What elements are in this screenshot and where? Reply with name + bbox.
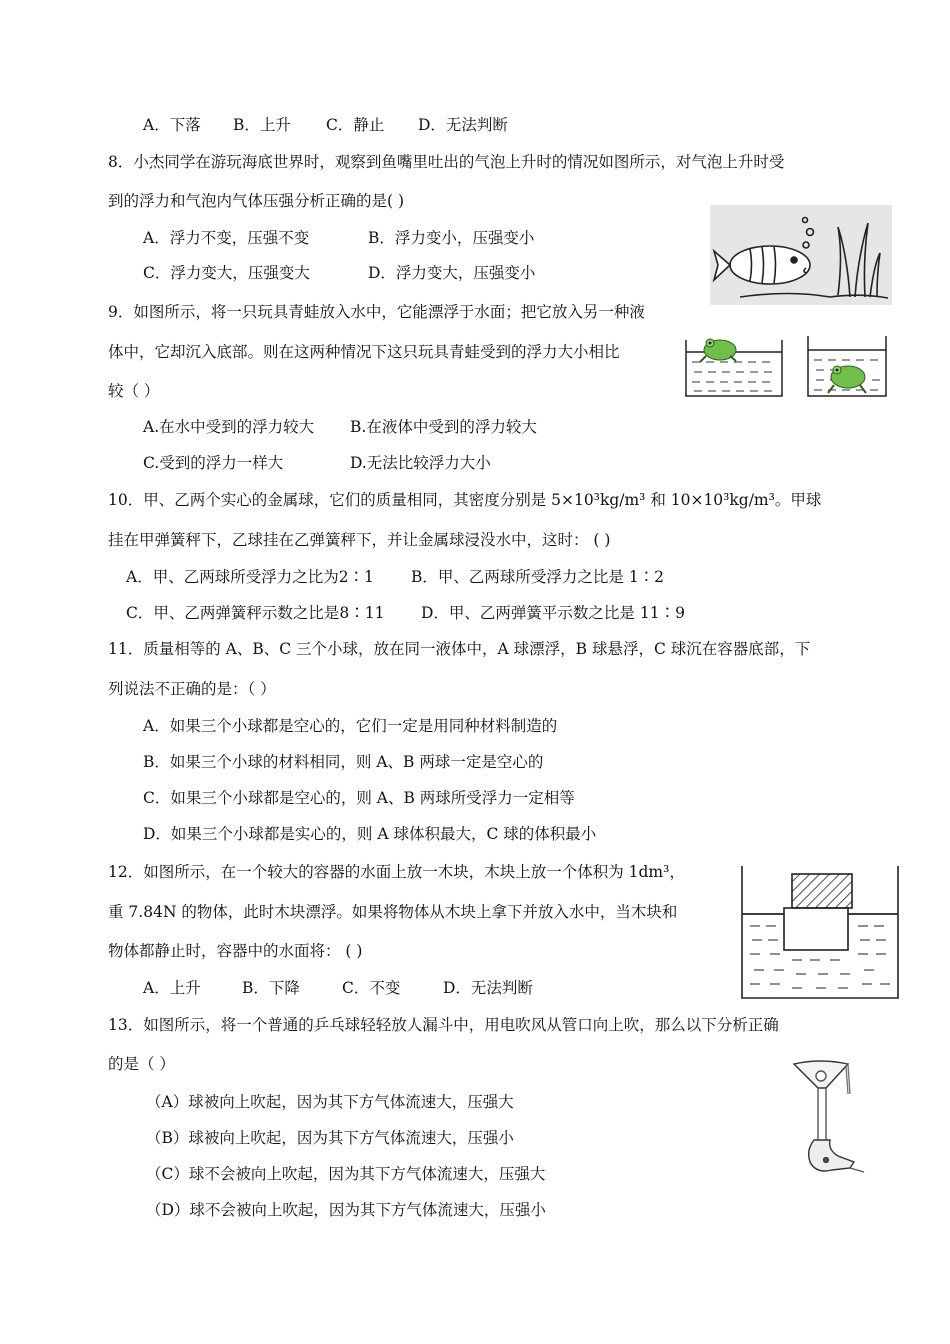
- q12-stem-line1: 12．如图所示，在一个较大的容器的水面上放一木块，木块上放一个体积为 1dm³，: [108, 863, 685, 881]
- q9-option-a: A.在水中受到的浮力较大: [143, 418, 315, 436]
- q8-option-a: A．浮力不变，压强不变: [143, 229, 310, 247]
- q12-option-a: A．上升: [143, 979, 201, 997]
- q13-option-a: （A）球被向上吹起，因为其下方气体流速大，压强大: [146, 1093, 514, 1111]
- frog-containers-figure: [682, 330, 904, 398]
- q11-option-c: C．如果三个小球都是空心的，则 A、B 两球所受浮力一定相等: [143, 789, 575, 807]
- q12-option-c: C．不变: [342, 979, 401, 997]
- q7-option-c: C．静止: [326, 116, 385, 134]
- q11-stem-line1: 11．质量相等的 A、B、C 三个小球，放在同一液体中，A 球漂浮，B 球悬浮，C 球沉在容器底部，下: [108, 640, 811, 658]
- q11-option-a: A．如果三个小球都是空心的，它们一定是用同种材料制造的: [143, 717, 558, 735]
- q12-option-d: D．无法判断: [443, 979, 533, 997]
- q9-option-c: C.受到的浮力一样大: [143, 454, 284, 472]
- q11-stem-line2: 列说法不正确的是：（ ）: [108, 680, 276, 698]
- q10-option-b: B．甲、乙两球所受浮力之比是 1∶2: [411, 568, 665, 586]
- q12-stem-line3: 物体都静止时，容器中的水面将： ( ): [108, 942, 363, 960]
- q8-option-c: C．浮力变大，压强变大: [143, 264, 310, 282]
- q12-option-b: B．下降: [242, 979, 300, 997]
- sunk-frog-icon: [828, 366, 866, 393]
- q8-option-d: D．浮力变大，压强变小: [368, 264, 536, 282]
- q11-option-d: D．如果三个小球都是实心的，则 A 球体积最大，C 球的体积最小: [143, 825, 597, 843]
- q9-option-d: D.无法比较浮力大小: [350, 454, 491, 472]
- q9-option-b: B.在液体中受到的浮力较大: [350, 418, 537, 436]
- q7-option-a: A．下落: [143, 116, 201, 134]
- q10-option-c: C．甲、乙两弹簧秤示数之比是8∶11: [126, 604, 385, 622]
- q10-stem-line2: 挂在甲弹簧秤下，乙球挂在乙弹簧秤下，并让金属球浸没水中，这时： ( ): [108, 531, 611, 549]
- q10-option-d: D．甲、乙两弹簧平示数之比是 11∶9: [421, 604, 685, 622]
- q7-option-b: B．上升: [233, 116, 291, 134]
- q11-option-b: B．如果三个小球的材料相同，则 A、B 两球一定是空心的: [143, 753, 544, 771]
- q7-option-d: D．无法判断: [418, 116, 508, 134]
- q12-stem-line2: 重 7.84N 的物体，此时木块漂浮。如果将物体从木块上拿下并放入水中，当木块和: [108, 903, 678, 921]
- q8-option-b: B．浮力变小，压强变小: [368, 229, 535, 247]
- q8-stem-line2: 到的浮力和气泡内气体压强分析正确的是( ): [108, 192, 405, 210]
- q13-stem-line2: 的是（ ）: [108, 1055, 175, 1073]
- fish-bubbles-figure: [710, 205, 892, 305]
- q10-option-a: A．甲、乙两球所受浮力之比为2∶1: [126, 568, 374, 586]
- wood-block-container-figure: [740, 864, 902, 1004]
- q10-stem-line1: 10．甲、乙两个实心的金属球，它们的质量相同，其密度分别是 5×10³kg/m³ 和 10×10³kg/m³。甲球: [108, 491, 822, 509]
- q8-stem-line1: 8．小杰同学在游玩海底世界时，观察到鱼嘴里吐出的气泡上升时的情况如图所示，对气泡上升时受: [108, 153, 785, 171]
- q13-stem-line1: 13．如图所示，将一个普通的乒乓球轻轻放人漏斗中，用电吹风从管口向上吹，那么以下分析正确: [108, 1016, 779, 1034]
- funnel-hair-dryer-figure: [790, 1058, 868, 1183]
- q13-option-d: （D）球不会被向上吹起，因为其下方气体流速大，压强小: [146, 1201, 546, 1219]
- q9-stem-line1: 9．如图所示，将一只玩具青蛙放入水中，它能漂浮于水面；把它放入另一种液: [108, 303, 645, 321]
- q13-option-c: （C）球不会被向上吹起，因为其下方气体流速大，压强大: [146, 1165, 546, 1183]
- q9-stem-line2: 体中，它却沉入底部。则在这两种情况下这只玩具青蛙受到的浮力大小相比: [108, 343, 620, 361]
- floating-frog-icon: [700, 339, 736, 362]
- q13-option-b: （B）球被向上吹起，因为其下方气体流速大，压强小: [146, 1129, 514, 1147]
- q9-stem-line3: 较（ ）: [108, 382, 160, 400]
